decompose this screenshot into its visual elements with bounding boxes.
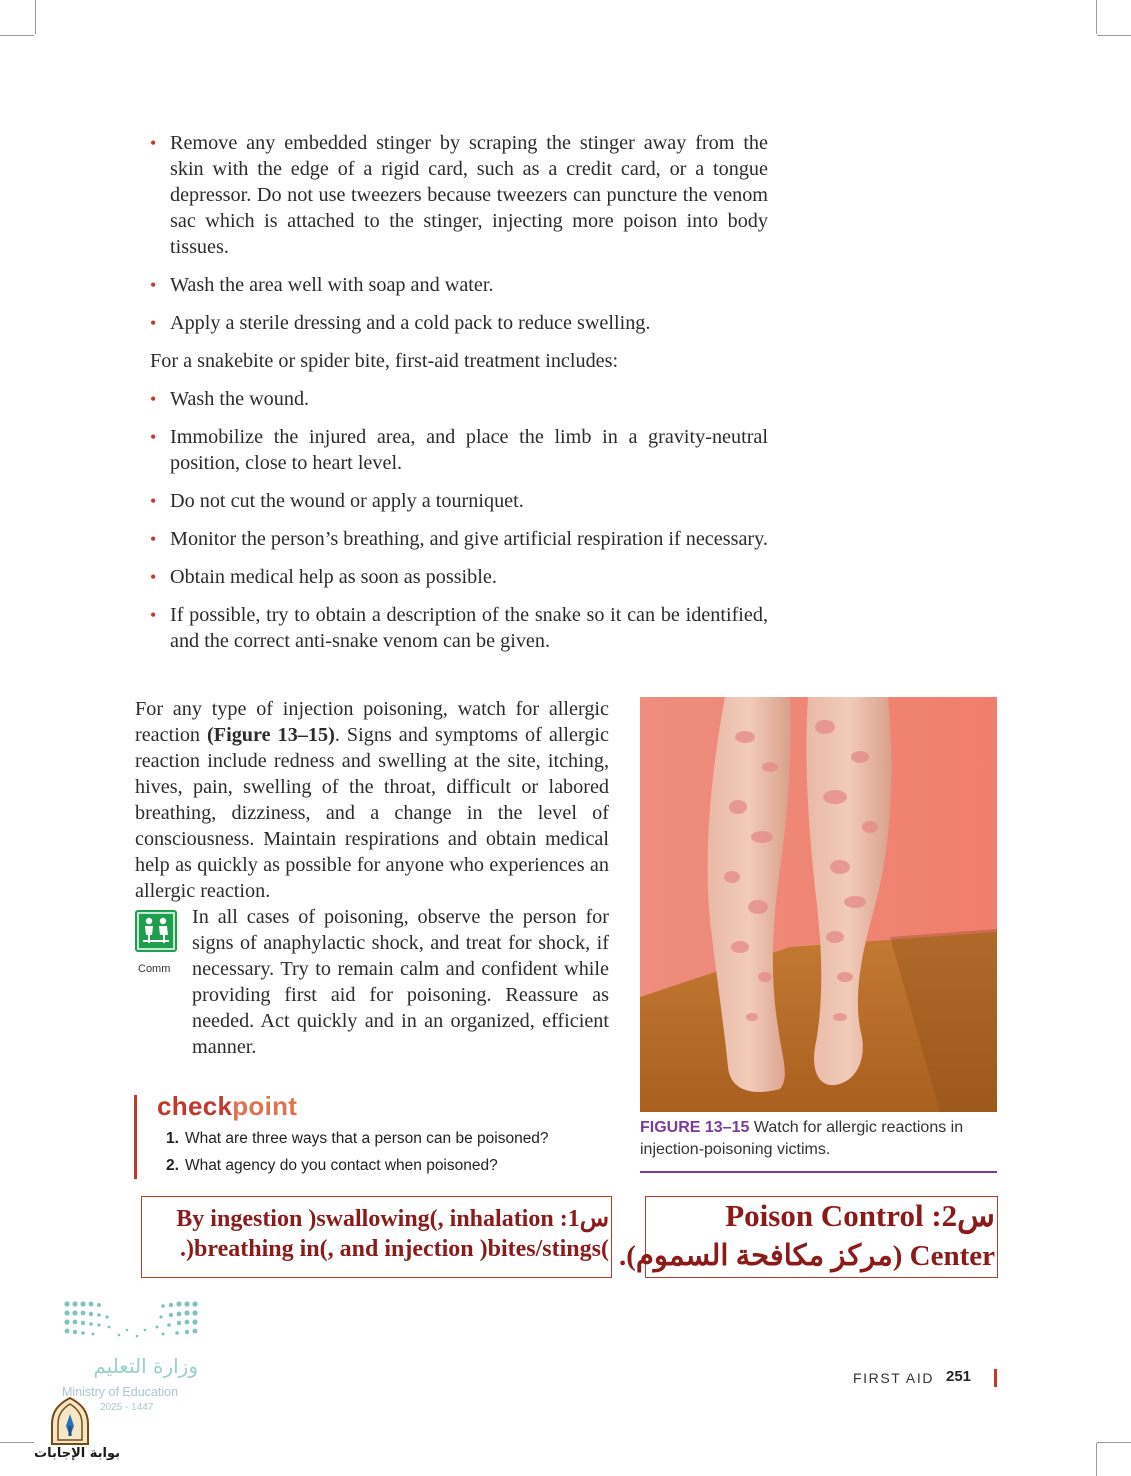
list-item: • If possible, try to obtain a description of the snake so it can be identified, and the correct anti-snake venom can be given. [150,604,768,652]
bullet-dot: • [150,567,157,587]
answer-box-2: س2: Poison Control Center (مركز مكافحة السموم). [645,1196,998,1278]
bullet-dot: • [150,389,157,409]
checkpoint-question: 2. What agency do you contact when poisoned? [166,1157,498,1174]
ministry-year: 2025 - 1447 [100,1402,154,1413]
bullet-dot: • [150,313,157,333]
allergic-reaction-photo [640,697,997,1112]
bullet-dot: • [150,605,157,625]
snakebite-intro: For a snakebite or spider bite, first-aid treatment includes: [150,350,619,372]
bullet-dot: • [150,275,157,295]
caption-divider [640,1171,997,1173]
checkpoint-title: checkpoint [157,1091,298,1121]
footer-section: FIRST AID [853,1370,935,1386]
page-number: 251 [946,1368,972,1385]
bullet-dot: • [150,529,157,549]
list-item: • Do not cut the wound or apply a tourniquet. [150,490,524,512]
figure-label: FIGURE 13–15 [640,1119,750,1136]
checkpoint-box [134,1091,617,1179]
first-aid-bullets [150,130,768,666]
comm-block [135,904,609,1060]
crop-mark [35,0,36,34]
figure-caption [640,1117,998,1161]
crop-mark [0,1442,34,1443]
list-item: • Immobilize the injured area, and place the limb in a gravity-neutral position, close to heart level. [150,426,768,474]
answer-box-1: س1: By ingestion )swallowing(, inhalation )breathing in(, and injection )bites/stings(. [141,1196,612,1278]
bullet-dot: • [150,133,157,153]
comm-paragraph: In all cases of poisoning, observe the person for signs of anaphylactic shock, and treat for shock, if necessary. Try to remain calm and confident while providing first aid for poisoning. Reassure as needed. Act quickly and in an organized, efficient manner. [192,906,609,1058]
ministry-name-arabic: وزارة التعليم [93,1354,198,1378]
injection-paragraph: For any type of injection poisoning, watch for allergic reaction (Figure 13–15). Signs and symptoms of allergic reaction include redness and swelling at the site, itching, hives, pain, swelling of the throat, difficult or labored breathing, dizziness, and a change in the level of consciousness. Maintain respirations and obtain medical help as quickly as possible for anyone who experiences an allergic reaction. [135,698,610,902]
watermark-text: بوابة الإجابات [34,1446,120,1461]
checkpoint-question: 1. What are three ways that a person can be poisoned? [166,1130,549,1147]
page-bar [994,1369,997,1387]
list-item: • Wash the wound. [150,388,310,410]
list-item: • Apply a sterile dressing and a cold pack to reduce swelling. [150,312,651,334]
comm-label: Comm [138,963,171,975]
ministry-logo-dots [63,1300,199,1340]
ministry-name-english: Ministry of Education [62,1385,179,1399]
bullet-dot: • [150,491,157,511]
bullet-dot: • [150,427,157,447]
crop-mark [1096,0,1097,34]
crop-mark [1097,1442,1131,1443]
crop-mark [1097,35,1131,36]
figure-caption-text: Watch for allergic reactions in injection-poisoning victims. [640,1119,964,1158]
figure-reference[interactable]: (Figure 13–15) [207,724,335,746]
list-item: • Remove any embedded stinger by scraping the stinger away from the skin with the edge of a rigid card, such as a credit card, or a tongue depressor. Do not use tweezers because tweezers can puncture the venom sac which is attached to the stinger, injecting more poison into body tissues. [150,132,768,258]
crop-mark [0,35,34,36]
crop-mark [1096,1443,1097,1476]
list-item: • Monitor the person’s breathing, and give artificial respiration if necessary. [150,528,768,550]
list-item: • Obtain medical help as soon as possible. [150,566,497,588]
list-item: • Wash the area well with soap and water. [150,274,494,296]
communication-icon [135,910,177,952]
gate-logo-icon [48,1396,92,1448]
